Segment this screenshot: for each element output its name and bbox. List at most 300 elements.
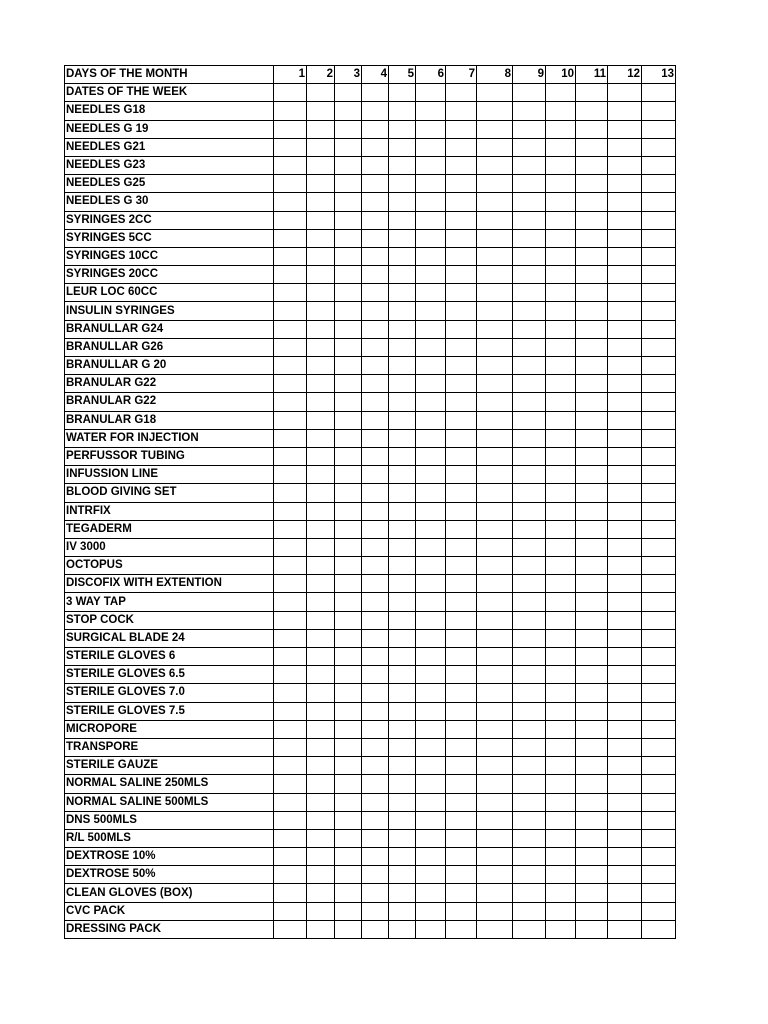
entry-cell[interactable]	[416, 393, 446, 411]
entry-cell[interactable]	[416, 811, 446, 829]
entry-cell[interactable]	[446, 720, 477, 738]
entry-cell[interactable]	[389, 666, 416, 684]
entry-cell[interactable]	[513, 102, 546, 120]
entry-cell[interactable]	[274, 866, 307, 884]
entry-cell[interactable]	[389, 848, 416, 866]
entry-cell[interactable]	[576, 593, 608, 611]
entry-cell[interactable]	[608, 720, 642, 738]
entry-cell[interactable]	[335, 848, 362, 866]
entry-cell[interactable]	[307, 757, 335, 775]
entry-cell[interactable]	[274, 466, 307, 484]
entry-cell[interactable]	[546, 793, 576, 811]
entry-cell[interactable]	[477, 175, 513, 193]
entry-cell[interactable]	[546, 593, 576, 611]
entry-cell[interactable]	[307, 629, 335, 647]
entry-cell[interactable]	[362, 702, 389, 720]
entry-cell[interactable]	[446, 120, 477, 138]
entry-cell[interactable]	[389, 338, 416, 356]
entry-cell[interactable]	[416, 920, 446, 938]
entry-cell[interactable]	[642, 466, 676, 484]
entry-cell[interactable]	[546, 702, 576, 720]
entry-cell[interactable]	[335, 538, 362, 556]
entry-cell[interactable]	[576, 357, 608, 375]
entry-cell[interactable]	[642, 720, 676, 738]
entry-cell[interactable]	[416, 484, 446, 502]
entry-cell[interactable]	[576, 738, 608, 756]
entry-cell[interactable]	[307, 502, 335, 520]
entry-cell[interactable]	[446, 247, 477, 265]
entry-cell[interactable]	[335, 302, 362, 320]
entry-cell[interactable]	[477, 102, 513, 120]
entry-cell[interactable]	[335, 84, 362, 102]
entry-cell[interactable]	[642, 666, 676, 684]
entry-cell[interactable]	[477, 302, 513, 320]
entry-cell[interactable]	[608, 629, 642, 647]
entry-cell[interactable]	[608, 284, 642, 302]
entry-cell[interactable]	[274, 302, 307, 320]
entry-cell[interactable]	[389, 284, 416, 302]
entry-cell[interactable]	[642, 411, 676, 429]
entry-cell[interactable]	[362, 829, 389, 847]
entry-cell[interactable]	[389, 175, 416, 193]
entry-cell[interactable]	[416, 211, 446, 229]
entry-cell[interactable]	[416, 720, 446, 738]
entry-cell[interactable]	[576, 629, 608, 647]
entry-cell[interactable]	[362, 629, 389, 647]
entry-cell[interactable]	[513, 684, 546, 702]
entry-cell[interactable]	[335, 156, 362, 174]
entry-cell[interactable]	[576, 884, 608, 902]
entry-cell[interactable]	[389, 611, 416, 629]
entry-cell[interactable]	[389, 902, 416, 920]
entry-cell[interactable]	[362, 666, 389, 684]
entry-cell[interactable]	[416, 575, 446, 593]
entry-cell[interactable]	[416, 684, 446, 702]
entry-cell[interactable]	[307, 557, 335, 575]
entry-cell[interactable]	[576, 757, 608, 775]
entry-cell[interactable]	[362, 138, 389, 156]
entry-cell[interactable]	[608, 229, 642, 247]
entry-cell[interactable]	[274, 738, 307, 756]
entry-cell[interactable]	[546, 902, 576, 920]
entry-cell[interactable]	[446, 429, 477, 447]
entry-cell[interactable]	[416, 447, 446, 465]
entry-cell[interactable]	[576, 156, 608, 174]
entry-cell[interactable]	[608, 138, 642, 156]
entry-cell[interactable]	[274, 120, 307, 138]
entry-cell[interactable]	[477, 320, 513, 338]
entry-cell[interactable]	[307, 156, 335, 174]
entry-cell[interactable]	[362, 884, 389, 902]
entry-cell[interactable]	[576, 702, 608, 720]
entry-cell[interactable]	[335, 375, 362, 393]
entry-cell[interactable]	[446, 611, 477, 629]
entry-cell[interactable]	[546, 120, 576, 138]
entry-cell[interactable]	[642, 775, 676, 793]
entry-cell[interactable]	[446, 520, 477, 538]
entry-cell[interactable]	[477, 775, 513, 793]
entry-cell[interactable]	[513, 357, 546, 375]
entry-cell[interactable]	[335, 466, 362, 484]
entry-cell[interactable]	[576, 902, 608, 920]
entry-cell[interactable]	[307, 793, 335, 811]
entry-cell[interactable]	[546, 393, 576, 411]
entry-cell[interactable]	[608, 829, 642, 847]
entry-cell[interactable]	[446, 811, 477, 829]
entry-cell[interactable]	[546, 284, 576, 302]
entry-cell[interactable]	[477, 793, 513, 811]
entry-cell[interactable]	[389, 211, 416, 229]
entry-cell[interactable]	[446, 884, 477, 902]
entry-cell[interactable]	[307, 902, 335, 920]
entry-cell[interactable]	[576, 302, 608, 320]
entry-cell[interactable]	[546, 84, 576, 102]
entry-cell[interactable]	[477, 593, 513, 611]
entry-cell[interactable]	[362, 302, 389, 320]
entry-cell[interactable]	[416, 411, 446, 429]
entry-cell[interactable]	[274, 175, 307, 193]
entry-cell[interactable]	[608, 702, 642, 720]
entry-cell[interactable]	[608, 775, 642, 793]
entry-cell[interactable]	[274, 84, 307, 102]
entry-cell[interactable]	[307, 320, 335, 338]
entry-cell[interactable]	[274, 848, 307, 866]
entry-cell[interactable]	[576, 575, 608, 593]
entry-cell[interactable]	[274, 666, 307, 684]
entry-cell[interactable]	[389, 757, 416, 775]
entry-cell[interactable]	[307, 648, 335, 666]
entry-cell[interactable]	[416, 557, 446, 575]
entry-cell[interactable]	[576, 138, 608, 156]
entry-cell[interactable]	[546, 247, 576, 265]
entry-cell[interactable]	[608, 575, 642, 593]
entry-cell[interactable]	[608, 884, 642, 902]
entry-cell[interactable]	[389, 793, 416, 811]
entry-cell[interactable]	[307, 211, 335, 229]
entry-cell[interactable]	[446, 466, 477, 484]
entry-cell[interactable]	[546, 775, 576, 793]
entry-cell[interactable]	[446, 793, 477, 811]
entry-cell[interactable]	[477, 848, 513, 866]
entry-cell[interactable]	[477, 738, 513, 756]
entry-cell[interactable]	[446, 320, 477, 338]
entry-cell[interactable]	[389, 102, 416, 120]
entry-cell[interactable]	[362, 411, 389, 429]
entry-cell[interactable]	[576, 211, 608, 229]
entry-cell[interactable]	[576, 84, 608, 102]
entry-cell[interactable]	[307, 611, 335, 629]
entry-cell[interactable]	[446, 920, 477, 938]
entry-cell[interactable]	[446, 393, 477, 411]
entry-cell[interactable]	[446, 302, 477, 320]
entry-cell[interactable]	[546, 375, 576, 393]
entry-cell[interactable]	[546, 648, 576, 666]
entry-cell[interactable]	[362, 357, 389, 375]
entry-cell[interactable]	[335, 738, 362, 756]
entry-cell[interactable]	[335, 611, 362, 629]
entry-cell[interactable]	[446, 84, 477, 102]
entry-cell[interactable]	[389, 775, 416, 793]
entry-cell[interactable]	[642, 102, 676, 120]
entry-cell[interactable]	[416, 466, 446, 484]
entry-cell[interactable]	[274, 156, 307, 174]
entry-cell[interactable]	[335, 666, 362, 684]
entry-cell[interactable]	[274, 611, 307, 629]
entry-cell[interactable]	[446, 684, 477, 702]
entry-cell[interactable]	[608, 484, 642, 502]
entry-cell[interactable]	[608, 84, 642, 102]
entry-cell[interactable]	[576, 229, 608, 247]
entry-cell[interactable]	[546, 811, 576, 829]
entry-cell[interactable]	[389, 648, 416, 666]
entry-cell[interactable]	[576, 466, 608, 484]
entry-cell[interactable]	[642, 757, 676, 775]
entry-cell[interactable]	[307, 593, 335, 611]
entry-cell[interactable]	[477, 284, 513, 302]
entry-cell[interactable]	[642, 266, 676, 284]
entry-cell[interactable]	[477, 84, 513, 102]
entry-cell[interactable]	[576, 284, 608, 302]
entry-cell[interactable]	[446, 193, 477, 211]
entry-cell[interactable]	[307, 175, 335, 193]
entry-cell[interactable]	[546, 502, 576, 520]
entry-cell[interactable]	[477, 557, 513, 575]
entry-cell[interactable]	[546, 338, 576, 356]
entry-cell[interactable]	[642, 429, 676, 447]
entry-cell[interactable]	[362, 920, 389, 938]
entry-cell[interactable]	[389, 920, 416, 938]
entry-cell[interactable]	[546, 829, 576, 847]
entry-cell[interactable]	[307, 266, 335, 284]
entry-cell[interactable]	[389, 538, 416, 556]
entry-cell[interactable]	[416, 429, 446, 447]
entry-cell[interactable]	[446, 284, 477, 302]
entry-cell[interactable]	[477, 520, 513, 538]
entry-cell[interactable]	[416, 284, 446, 302]
entry-cell[interactable]	[362, 84, 389, 102]
entry-cell[interactable]	[546, 447, 576, 465]
entry-cell[interactable]	[576, 920, 608, 938]
entry-cell[interactable]	[546, 538, 576, 556]
entry-cell[interactable]	[274, 193, 307, 211]
entry-cell[interactable]	[546, 575, 576, 593]
entry-cell[interactable]	[307, 538, 335, 556]
entry-cell[interactable]	[307, 684, 335, 702]
entry-cell[interactable]	[642, 648, 676, 666]
entry-cell[interactable]	[576, 429, 608, 447]
entry-cell[interactable]	[362, 848, 389, 866]
entry-cell[interactable]	[576, 557, 608, 575]
entry-cell[interactable]	[335, 338, 362, 356]
entry-cell[interactable]	[477, 411, 513, 429]
entry-cell[interactable]	[362, 193, 389, 211]
entry-cell[interactable]	[335, 247, 362, 265]
entry-cell[interactable]	[335, 593, 362, 611]
entry-cell[interactable]	[362, 902, 389, 920]
entry-cell[interactable]	[307, 284, 335, 302]
entry-cell[interactable]	[362, 775, 389, 793]
entry-cell[interactable]	[274, 629, 307, 647]
entry-cell[interactable]	[362, 156, 389, 174]
entry-cell[interactable]	[335, 138, 362, 156]
entry-cell[interactable]	[608, 866, 642, 884]
entry-cell[interactable]	[362, 557, 389, 575]
entry-cell[interactable]	[546, 175, 576, 193]
entry-cell[interactable]	[477, 357, 513, 375]
entry-cell[interactable]	[608, 393, 642, 411]
entry-cell[interactable]	[576, 720, 608, 738]
entry-cell[interactable]	[477, 120, 513, 138]
entry-cell[interactable]	[274, 811, 307, 829]
entry-cell[interactable]	[274, 266, 307, 284]
entry-cell[interactable]	[477, 884, 513, 902]
entry-cell[interactable]	[576, 411, 608, 429]
entry-cell[interactable]	[546, 357, 576, 375]
entry-cell[interactable]	[513, 593, 546, 611]
entry-cell[interactable]	[513, 629, 546, 647]
entry-cell[interactable]	[274, 757, 307, 775]
entry-cell[interactable]	[642, 884, 676, 902]
entry-cell[interactable]	[307, 775, 335, 793]
entry-cell[interactable]	[513, 902, 546, 920]
entry-cell[interactable]	[513, 757, 546, 775]
entry-cell[interactable]	[513, 247, 546, 265]
entry-cell[interactable]	[416, 175, 446, 193]
entry-cell[interactable]	[446, 211, 477, 229]
entry-cell[interactable]	[274, 593, 307, 611]
entry-cell[interactable]	[608, 175, 642, 193]
entry-cell[interactable]	[307, 666, 335, 684]
entry-cell[interactable]	[576, 811, 608, 829]
entry-cell[interactable]	[274, 211, 307, 229]
entry-cell[interactable]	[335, 757, 362, 775]
entry-cell[interactable]	[389, 156, 416, 174]
entry-cell[interactable]	[608, 156, 642, 174]
entry-cell[interactable]	[513, 502, 546, 520]
entry-cell[interactable]	[477, 393, 513, 411]
entry-cell[interactable]	[274, 775, 307, 793]
entry-cell[interactable]	[274, 575, 307, 593]
entry-cell[interactable]	[642, 338, 676, 356]
entry-cell[interactable]	[389, 357, 416, 375]
entry-cell[interactable]	[389, 266, 416, 284]
entry-cell[interactable]	[608, 738, 642, 756]
entry-cell[interactable]	[546, 884, 576, 902]
entry-cell[interactable]	[335, 684, 362, 702]
entry-cell[interactable]	[362, 375, 389, 393]
entry-cell[interactable]	[513, 266, 546, 284]
entry-cell[interactable]	[513, 738, 546, 756]
entry-cell[interactable]	[274, 484, 307, 502]
entry-cell[interactable]	[335, 320, 362, 338]
entry-cell[interactable]	[389, 466, 416, 484]
entry-cell[interactable]	[513, 829, 546, 847]
entry-cell[interactable]	[642, 138, 676, 156]
entry-cell[interactable]	[389, 829, 416, 847]
entry-cell[interactable]	[608, 920, 642, 938]
entry-cell[interactable]	[513, 793, 546, 811]
entry-cell[interactable]	[477, 211, 513, 229]
entry-cell[interactable]	[642, 793, 676, 811]
entry-cell[interactable]	[477, 902, 513, 920]
entry-cell[interactable]	[416, 320, 446, 338]
entry-cell[interactable]	[389, 193, 416, 211]
entry-cell[interactable]	[513, 538, 546, 556]
entry-cell[interactable]	[446, 338, 477, 356]
entry-cell[interactable]	[416, 629, 446, 647]
entry-cell[interactable]	[362, 866, 389, 884]
entry-cell[interactable]	[389, 502, 416, 520]
entry-cell[interactable]	[335, 102, 362, 120]
entry-cell[interactable]	[362, 757, 389, 775]
entry-cell[interactable]	[608, 447, 642, 465]
entry-cell[interactable]	[416, 357, 446, 375]
entry-cell[interactable]	[389, 811, 416, 829]
entry-cell[interactable]	[362, 575, 389, 593]
entry-cell[interactable]	[576, 338, 608, 356]
entry-cell[interactable]	[546, 211, 576, 229]
entry-cell[interactable]	[362, 466, 389, 484]
entry-cell[interactable]	[642, 229, 676, 247]
entry-cell[interactable]	[416, 302, 446, 320]
entry-cell[interactable]	[307, 702, 335, 720]
entry-cell[interactable]	[477, 720, 513, 738]
entry-cell[interactable]	[546, 666, 576, 684]
entry-cell[interactable]	[335, 229, 362, 247]
entry-cell[interactable]	[446, 629, 477, 647]
entry-cell[interactable]	[389, 120, 416, 138]
entry-cell[interactable]	[446, 229, 477, 247]
entry-cell[interactable]	[362, 247, 389, 265]
entry-cell[interactable]	[416, 902, 446, 920]
entry-cell[interactable]	[446, 447, 477, 465]
entry-cell[interactable]	[576, 866, 608, 884]
entry-cell[interactable]	[446, 775, 477, 793]
entry-cell[interactable]	[546, 920, 576, 938]
entry-cell[interactable]	[608, 338, 642, 356]
entry-cell[interactable]	[416, 884, 446, 902]
entry-cell[interactable]	[335, 902, 362, 920]
entry-cell[interactable]	[389, 557, 416, 575]
entry-cell[interactable]	[335, 793, 362, 811]
entry-cell[interactable]	[307, 429, 335, 447]
entry-cell[interactable]	[446, 666, 477, 684]
entry-cell[interactable]	[307, 375, 335, 393]
entry-cell[interactable]	[307, 829, 335, 847]
entry-cell[interactable]	[446, 411, 477, 429]
entry-cell[interactable]	[307, 120, 335, 138]
entry-cell[interactable]	[642, 575, 676, 593]
entry-cell[interactable]	[416, 266, 446, 284]
entry-cell[interactable]	[513, 866, 546, 884]
entry-cell[interactable]	[446, 502, 477, 520]
entry-cell[interactable]	[576, 648, 608, 666]
entry-cell[interactable]	[477, 757, 513, 775]
entry-cell[interactable]	[608, 666, 642, 684]
entry-cell[interactable]	[477, 811, 513, 829]
entry-cell[interactable]	[274, 684, 307, 702]
entry-cell[interactable]	[274, 520, 307, 538]
entry-cell[interactable]	[307, 411, 335, 429]
entry-cell[interactable]	[389, 738, 416, 756]
entry-cell[interactable]	[608, 302, 642, 320]
entry-cell[interactable]	[446, 557, 477, 575]
entry-cell[interactable]	[389, 393, 416, 411]
entry-cell[interactable]	[477, 629, 513, 647]
entry-cell[interactable]	[642, 538, 676, 556]
entry-cell[interactable]	[576, 193, 608, 211]
entry-cell[interactable]	[608, 266, 642, 284]
